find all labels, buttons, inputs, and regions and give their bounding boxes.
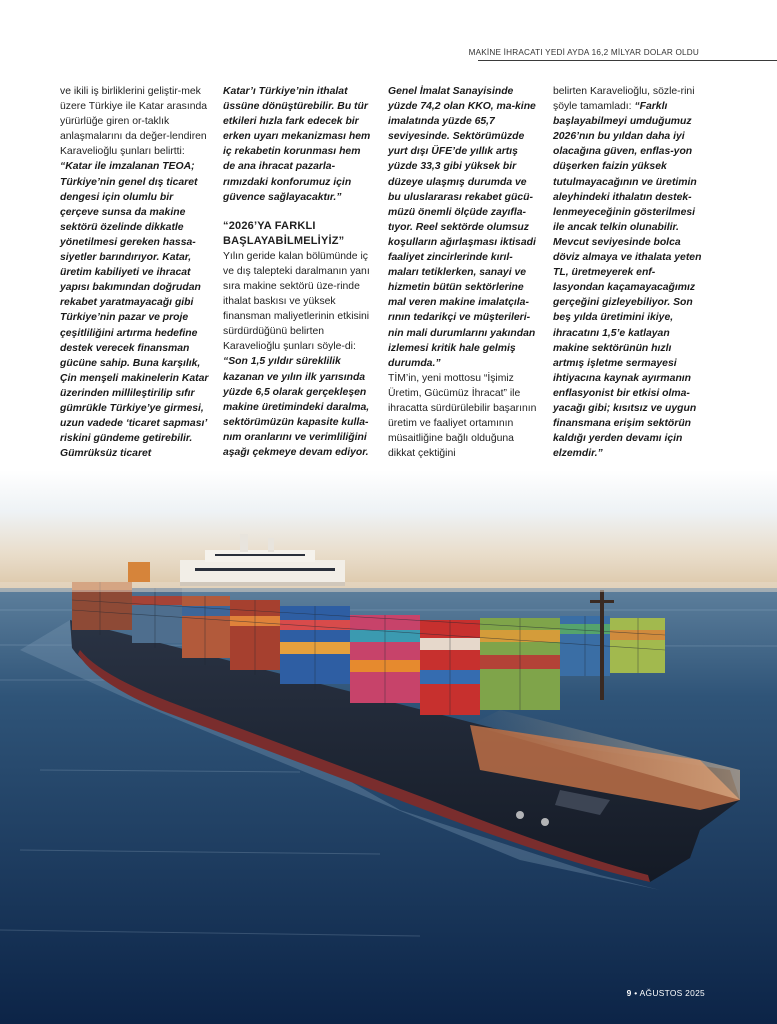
container-ship-photo [0,470,777,1024]
page-number: 9 [626,988,632,998]
column-2 [223,84,375,460]
quote-text: Genel İmalat Sanayisinde yüzde 74,2 olan KKO, ma-kine imalatında yüzde 65,7 seviyesinde. Sektörümüzde yurt dışı ÜFE’de yıllık artış yüzde 33,3 gibi yüksek bir düzeye ulaşmış durumda ve bu uluslararası rekabet gücü-müzü önemli ölçüde zayıfla-tıyor. Reel sektörde olumsuz koşulların ağırlaşması iktisadi faaliyet zincirlerinde kırıl-maları tetiklerken, sanayi ve hizmetin bütün sektörlerine mal veren makine imalatçıla-rının tedarikçi ve müşterileri-nin mali durumlarını yakından izlemesi kritik hale gelmiş durumda.” [388,86,536,369]
paragraph [553,84,705,461]
body-text: Yılın geride kalan bölümünde iç ve dış talepteki daralmanın yanı sıra makine sektörü üze-rinde ithalat baskısı ve yüksek finansman maliyetlerinin etkisini sürdürdüğünü belirten Karavelioğlu şunları söyle-di: [223,250,370,353]
body-text: TİM’in, yeni mottosu “İşimiz Üretim, Gücümüz İhracat” ile ihracatta sürdürülebilir başarının üretim ve faaliyet ortamının müsaitliğine bağlı olduğuna dikkat çektiğini [388,372,537,460]
column-1 [60,84,210,461]
paragraph [60,84,210,461]
footer-bullet: • [634,988,638,998]
running-header [0,48,777,62]
paragraph [223,249,375,460]
subheading: “2026’YA FARKLI BAŞLAYABİLMELİYİZ” [223,219,345,247]
body-text: ve ikili iş birliklerini geliştir-mek üzere Türkiye ile Katar arasında yürürlüğe giren or-taklık anlaşmalarını da değer-lendiren Karavelioğlu şunları belirtti: [60,86,208,158]
paragraph [223,84,375,205]
quote-text: Katar’ı Türkiye’nin ithalat üssüne dönüştürebilir. Bu tür etkileri hızla fark edecek bir erken uyarı mekanizması hem iç rekabetin korunması hem de ana ihracat pazarla-rımızdaki konforumuz için güvence sağlayacaktır.” [223,86,371,203]
quote-text: “Katar ile imzalanan TEOA; Türkiye’nin genel dış ticaret dengesi için olumlu bir çerçeve sunsa da makine sektörü özelinde dikkatle yönetilmesi gereken hassa-siyetler barındırıyor. Katar, üretim kabiliyeti ve ihracat yapısı bakımından doğrudan rekabet yaratmayacağı gibi Türkiye’nin pazar ve proje çeşitliliğini artırma hedefine destek verecek finansman gücüne sahip. Buna karşılık, Çin menşeli makinelerin Katar üzerinden millileştirilip sıfır gümrükle Türkiye’ye girmesi, uzun vadede ‘ticaret sapması’ riskini gündeme getirebilir. Gümrüksüz ticaret [60,161,209,460]
quote-text: “Farklı başlayabilmeyi umduğumuz 2026’nın bu yıldan daha iyi olacağına güven, enflas-yon düşerken faizin yüksek tutulmayacağının ve üretimin aleyhindeki ithalatın destek-lenmeyeceğinin gösterilmesi ile ancak telkin olunabilir. Mevcut seviyesinde bolca döviz almaya ve ithalata yeten TL, üretmeyerek enf-lasyondan kaçamayacağımız gerçeğini gizleyebiliyor. Son beş yılda üretimini ikiye, ihracatını 1,5’e katlayan makine sektörünün hızlı artmış işletme sermayesi ihtiyacına kaynak ayırmanın enflasyonist bir etkisi olma-yacağı gibi; kısıtsız ve uygun finansmana erişim sektörün kaldığı yerden devamı için elzemdir.” [553,101,702,460]
running-title: MAKİNE İHRACATI YEDİ AYDA 16,2 MİLYAR DOLAR OLDU [468,48,699,57]
column-3 [388,84,540,461]
body-text: belirten Karavelioğlu, sözle-rini şöyle tamamladı: [553,86,695,113]
quote-text: “Son 1,5 yıldır süreklilik kazanan ve yılın ilk yarısında yüzde 6,5 olarak gerçekleşen makine üretimindeki daralma, sektörümüzün kapasite kulla-nım oranlarını ve verimliliğini aşağı çekmeye devam ediyor. [223,356,370,458]
issue-date: AĞUSTOS 2025 [639,988,705,998]
paragraph [388,84,540,371]
column-4 [553,84,705,461]
header-rule [478,60,777,61]
page-footer [627,988,705,998]
paragraph [388,371,540,462]
